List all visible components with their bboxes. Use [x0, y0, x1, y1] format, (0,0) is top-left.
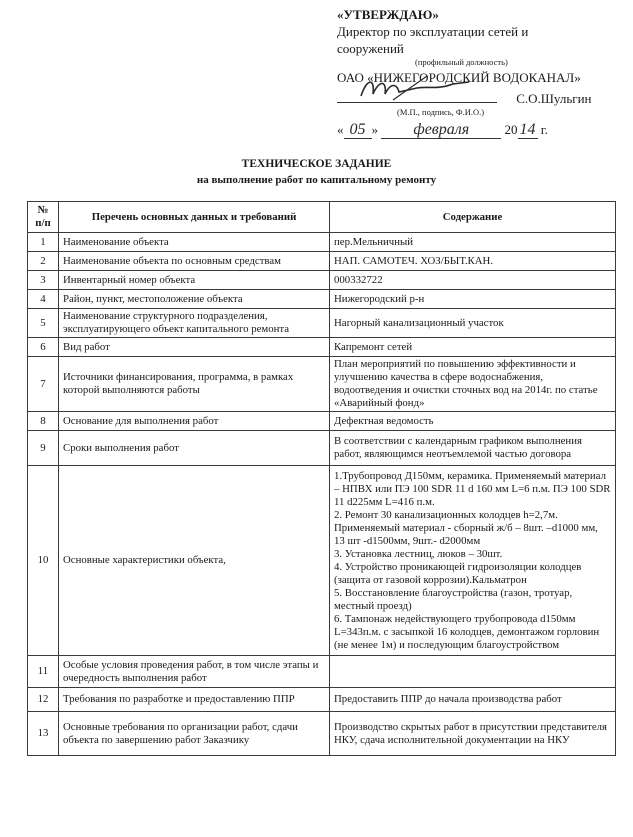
document-subtitle: на выполнение работ по капитальному ремонту [196, 174, 437, 186]
row-requirement: Наименование объекта [59, 233, 330, 252]
row-number: 9 [28, 431, 59, 466]
row-content [330, 338, 616, 357]
table-row [28, 338, 616, 357]
content-line: 1.Трубопровод Д150мм, керамика. Применяемый материал – НПВХ или ПЭ 100 SDR 11 d 160 мм L=6 п.м. ПЭ 100 SDR 11 d225мм L=416 п.м. [334, 469, 611, 508]
approval-block [337, 6, 627, 139]
content-line: 000332722 [334, 273, 383, 286]
table-row [28, 309, 616, 338]
row-content [330, 412, 616, 431]
row-number: 12 [28, 688, 59, 712]
row-content [330, 357, 616, 412]
approval-date [337, 121, 627, 139]
row-requirement: Наименование объекта по основным средствам [59, 252, 330, 271]
row-requirement: Наименование структурного подразделения, эксплуатирующего объект капитального ремонта [59, 309, 330, 338]
row-content [330, 656, 616, 688]
signature-line [337, 88, 497, 103]
handwritten-signature [357, 74, 477, 104]
row-content [330, 290, 616, 309]
table-row [28, 357, 616, 412]
date-year-suffix: 14 [519, 121, 536, 138]
content-line: 2. Ремонт 30 канализационных колодцев h=2,7м. Применяемый материал - сборный ж/б – 8шт. –d1000 мм, 13 шт -d1500мм, 9шт.- d2000мм [334, 508, 598, 547]
content-line: Дефектная ведомость [334, 414, 434, 427]
document-title: ТЕХНИЧЕСКОЕ ЗАДАНИЕ [241, 158, 392, 170]
row-content [330, 252, 616, 271]
table-row [28, 412, 616, 431]
content-line: План мероприятий по повышению эффективности и улучшению качества в сфере водоснабжения, водоотведения и очистки сточных вод на 2014г. по статье «Аварийный фонд» [334, 358, 598, 409]
row-requirement: Основные характеристики объекта, [59, 466, 330, 656]
row-requirement: Сроки выполнения работ [59, 431, 330, 466]
date-quote-close: » [371, 122, 378, 137]
table-row [28, 290, 616, 309]
header-num: № п/п [28, 202, 59, 233]
date-year-unit: г. [540, 122, 548, 137]
table-row [28, 688, 616, 712]
date-year-prefix: 20 [504, 122, 518, 137]
row-content [330, 233, 616, 252]
table-header-row [28, 202, 616, 233]
position-caption: (профильный должность) [415, 57, 508, 67]
row-number: 2 [28, 252, 59, 271]
row-content [330, 688, 616, 712]
header-param: Перечень основных данных и требований [59, 202, 330, 233]
date-day: 05 [344, 121, 372, 139]
row-number: 5 [28, 309, 59, 338]
content-line: 6. Тампонаж недействующего трубопровода d150мм L=343п.м. с засыпкой 16 колодцев, демонтажом горловин (не менее 1м) и последующим благоустройством [334, 612, 600, 651]
table-row [28, 656, 616, 688]
row-requirement: Инвентарный номер объекта [59, 271, 330, 290]
row-number: 11 [28, 656, 59, 688]
table-row [28, 466, 616, 656]
row-number: 6 [28, 338, 59, 357]
content-line: 3. Установка лестниц, люков – 30шт. [334, 547, 503, 560]
row-number: 8 [28, 412, 59, 431]
content-line: Нагорный канализационный участок [334, 316, 504, 329]
row-requirement: Требования по разработке и предоставлению ППР [59, 688, 330, 712]
table-row [28, 271, 616, 290]
content-line: пер.Мельничный [334, 235, 414, 248]
row-number: 10 [28, 466, 59, 656]
content-line: НАП. САМОТЕЧ. ХОЗ/БЫТ.КАН. [334, 254, 494, 267]
row-content [330, 466, 616, 656]
row-number: 13 [28, 712, 59, 756]
content-line: Капремонт сетей [334, 340, 413, 353]
content-line: 4. Устройство проникающей гидроизоляции колодцев (защита от газовой коррозии).Кальматрон [334, 560, 582, 586]
table-row [28, 712, 616, 756]
approver-position-line1: Директор по эксплуатации сетей и [337, 24, 529, 39]
approval-heading: «УТВЕРЖДАЮ» [337, 7, 439, 22]
content-line: Предоставить ППР до начала производства работ [334, 693, 562, 705]
header-content: Содержание [330, 202, 616, 233]
row-content [330, 431, 616, 466]
content-line: Нижегородский р-н [334, 292, 425, 305]
row-requirement: Район, пункт, местоположение объекта [59, 290, 330, 309]
row-content [330, 271, 616, 290]
content-line: В соответствии с календарным графиком выполнения работ, являющимся неотъемлемой частью договора [334, 435, 582, 460]
date-month: февраля [381, 121, 501, 139]
row-content [330, 712, 616, 756]
signatory-name: С.О.Шульгин [516, 91, 592, 106]
row-number: 3 [28, 271, 59, 290]
content-line: Производство скрытых работ в присутствии представителя НКУ, сдача исполнительной документации на НКУ [334, 720, 608, 746]
table-row [28, 431, 616, 466]
row-requirement: Источники финансирования, программа, в рамках которой выполняются работы [59, 357, 330, 412]
table-row [28, 233, 616, 252]
row-requirement: Основные требования по организации работ, сдачи объекта по завершению работ Заказчику [59, 712, 330, 756]
row-requirement: Основание для выполнения работ [59, 412, 330, 431]
row-content [330, 309, 616, 338]
row-number: 1 [28, 233, 59, 252]
signature-caption: (М.П., подпись, Ф.И.О.) [397, 107, 485, 117]
row-requirement: Вид работ [59, 338, 330, 357]
content-line: 5. Восстановление благоустройства (газон, тротуар, местный проезд) [334, 586, 573, 612]
row-number: 7 [28, 357, 59, 412]
row-requirement: Особые условия проведения работ, в том числе этапы и очередность выполнения работ [59, 656, 330, 688]
row-number: 4 [28, 290, 59, 309]
requirements-table [27, 201, 616, 756]
approver-position-line2: сооружений [337, 41, 404, 56]
organization-name: ОАО «НИЖЕГОРОДСКИЙ ВОДОКАНАЛ» [337, 70, 581, 85]
date-quote-open: « [337, 122, 344, 137]
table-row [28, 252, 616, 271]
